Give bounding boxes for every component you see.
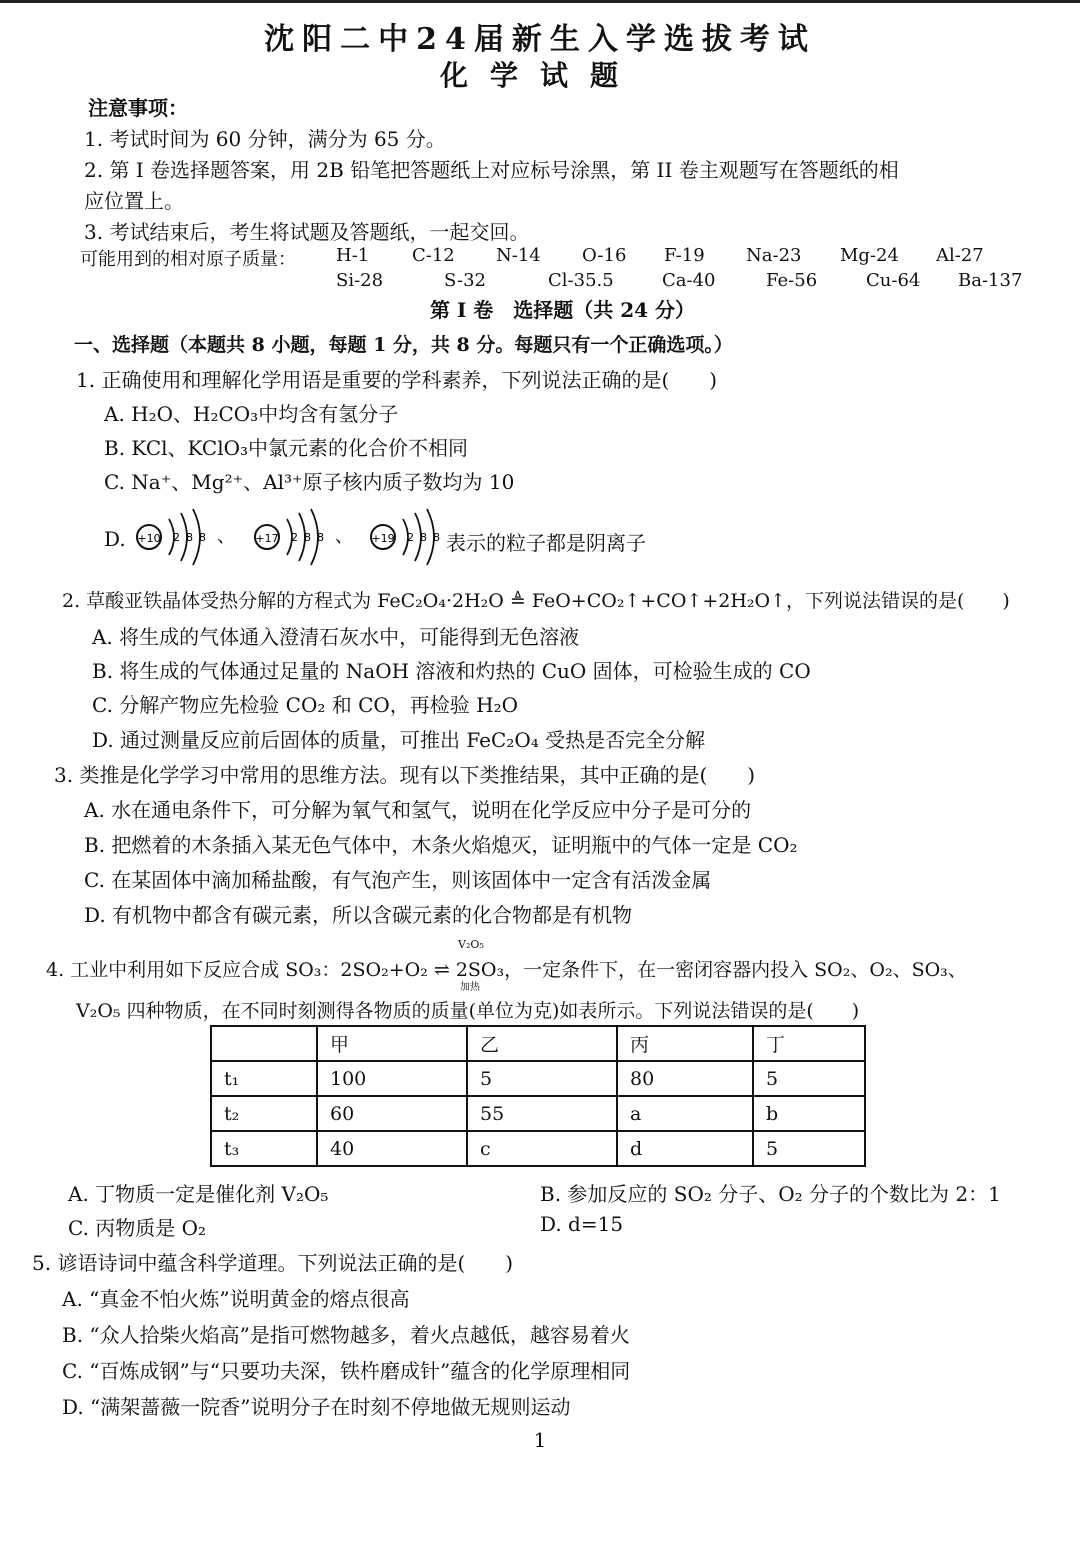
atomic-mass: Si-28 (336, 270, 384, 291)
atomic-mass: Na-23 (746, 245, 802, 266)
exam-title: 沈阳二中24届新生入学选拔考试 (264, 22, 816, 57)
q1-option-c: C. Na⁺、Mg²⁺、Al³⁺原子核内质子数均为 10 (104, 470, 515, 494)
q2-option-b: B. 将生成的气体通过足量的 NaOH 溶液和灼热的 CuO 固体，可检验生成的 CO (92, 659, 811, 683)
atomic-mass: N-14 (496, 245, 541, 266)
table-header-cell: 丙 (617, 1026, 753, 1061)
q1-option-d-prefix: D. (104, 527, 126, 551)
table-cell: 100 (317, 1061, 467, 1096)
table-cell: t₃ (211, 1131, 317, 1166)
table-cell: d (617, 1131, 753, 1166)
atomic-mass: Al-27 (936, 245, 984, 266)
atomic-mass: H-1 (336, 245, 370, 266)
q4-option-c: C. 丙物质是 O₂ (68, 1216, 207, 1240)
atomic-mass: S-32 (444, 270, 486, 291)
q5-option-c: C. “百炼成钢”与“只要功夫深，铁杵磨成针”蕴含的化学原理相同 (62, 1359, 631, 1383)
atomic-mass: Cl-35.5 (548, 270, 614, 291)
table-cell: 5 (753, 1061, 865, 1096)
notice-item-2-cont: 应位置上。 (84, 189, 184, 213)
q4-heat-label: 加热 (460, 982, 480, 993)
table-header-row (211, 1026, 865, 1061)
top-border (0, 0, 1080, 3)
notice-item-2: 2. 第 I 卷选择题答案，用 2B 铅笔把答题纸上对应标号涂黑，第 II 卷主观题写在答题纸的相 (84, 158, 899, 182)
part-title: 一、选择题（本题共 8 小题，每题 1 分，共 8 分。每题只有一个正确选项。） (74, 334, 733, 356)
q1-stem: 1. 正确使用和理解化学用语是重要的学科素养，下列说法正确的是( ) (76, 368, 718, 392)
q4-catalyst-label: V₂O₅ (458, 938, 484, 951)
table-cell: a (617, 1096, 753, 1131)
q3-option-c: C. 在某固体中滴加稀盐酸，有气泡产生，则该固体中一定含有活泼金属 (84, 868, 712, 892)
notice-item-1: 1. 考试时间为 60 分钟，满分为 65 分。 (84, 127, 446, 151)
table-cell: t₂ (211, 1096, 317, 1131)
table-header-cell: 乙 (467, 1026, 617, 1061)
exam-subtitle: 化学试题 (439, 59, 640, 92)
atom-diagram (371, 509, 440, 565)
svg-text:2: 2 (407, 531, 414, 544)
q3-option-d: D. 有机物中都含有碳元素，所以含碳元素的化合物都是有机物 (84, 903, 633, 927)
q2-option-a: A. 将生成的气体通入澄清石灰水中，可能得到无色溶液 (92, 625, 580, 649)
atomic-mass: Cu-64 (866, 270, 921, 291)
atomic-mass: O-16 (582, 245, 627, 266)
q1-option-a: A. H₂O、H₂CO₃中均含有氢分子 (104, 402, 399, 426)
atomic-mass: Mg-24 (840, 245, 899, 266)
atomic-mass: Ca-40 (662, 270, 716, 291)
table-cell: 60 (317, 1096, 467, 1131)
table-header-cell: 丁 (753, 1026, 865, 1061)
page-number: 1 (533, 1428, 547, 1452)
q5-option-b: B. “众人拾柴火焰高”是指可燃物越多，着火点越低，越容易着火 (62, 1323, 630, 1347)
table-cell: t₁ (211, 1061, 317, 1096)
q4-stem-line-1: 4. 工业中利用如下反应合成 SO₃：2SO₂+O₂ ⇌ 2SO₃，一定条件下，在一密闭容器内投入 SO₂、O₂、SO₃、 (46, 959, 967, 981)
table-header-cell (211, 1026, 317, 1061)
q4-option-d: D. d=15 (540, 1212, 624, 1236)
table-header-cell: 甲 (317, 1026, 467, 1061)
svg-text:8: 8 (199, 531, 206, 544)
table-row (211, 1061, 865, 1096)
nucleus-label: +17 (255, 532, 279, 545)
nucleus-label: +19 (371, 532, 395, 545)
q1-option-b: B. KCl、KClO₃中氯元素的化合价不相同 (104, 436, 469, 460)
svg-text:8: 8 (186, 531, 193, 544)
volume-title: 第 I 卷 选择题（共 24 分） (430, 298, 696, 322)
atomic-mass: Ba-137 (958, 270, 1023, 291)
q4-option-a: A. 丁物质一定是催化剂 V₂O₅ (68, 1182, 329, 1206)
svg-text:、: 、 (335, 526, 353, 547)
notice-heading: 注意事项： (88, 96, 188, 120)
svg-text:8: 8 (304, 531, 311, 544)
notice-item-3: 3. 考试结束后，考生将试题及答题纸，一起交回。 (84, 220, 530, 244)
table-cell: 55 (467, 1096, 617, 1131)
q2-stem: 2. 草酸亚铁晶体受热分解的方程式为 FeC₂O₄·2H₂O ≜ FeO+CO₂↑+CO↑+2H₂O↑，下列说法错误的是( ) (62, 590, 1010, 612)
svg-text:2: 2 (291, 531, 298, 544)
q4-stem-line-2: V₂O₅ 四种物质，在不同时刻测得各物质的质量(单位为克)如表所示。下列说法错误的是( ) (76, 1000, 860, 1022)
table-cell: 5 (753, 1131, 865, 1166)
table-cell: 80 (617, 1061, 753, 1096)
q2-option-d: D. 通过测量反应前后固体的质量，可推出 FeC₂O₄ 受热是否完全分解 (92, 728, 706, 752)
nucleus-label: +10 (137, 532, 161, 545)
q3-option-b: B. 把燃着的木条插入某无色气体中，木条火焰熄灭，证明瓶中的气体一定是 CO₂ (84, 833, 798, 857)
atomic-mass-label: 可能用到的相对原子质量： (80, 249, 296, 270)
table-cell: b (753, 1096, 865, 1131)
table-cell: 5 (467, 1061, 617, 1096)
q2-option-c: C. 分解产物应先检验 CO₂ 和 CO，再检验 H₂O (92, 693, 519, 717)
q1-option-d-text: 表示的粒子都是阴离子 (446, 531, 646, 555)
svg-text:、: 、 (217, 526, 235, 547)
table-cell: 40 (317, 1131, 467, 1166)
atomic-mass: Fe-56 (766, 270, 818, 291)
mass-table (210, 1025, 866, 1167)
q5-option-d: D. “满架蔷薇一院香”说明分子在时刻不停地做无规则运动 (62, 1395, 571, 1419)
svg-text:8: 8 (433, 531, 440, 544)
atomic-structure-diagrams (135, 500, 455, 570)
q4-option-b: B. 参加反应的 SO₂ 分子、O₂ 分子的个数比为 2：1 (540, 1182, 1001, 1206)
atomic-mass: F-19 (664, 245, 705, 266)
table-row (211, 1131, 865, 1166)
atomic-mass: C-12 (412, 245, 455, 266)
svg-text:2: 2 (173, 531, 180, 544)
svg-text:8: 8 (317, 531, 324, 544)
q3-option-a: A. 水在通电条件下，可分解为氧气和氢气，说明在化学反应中分子是可分的 (84, 798, 752, 822)
q5-option-a: A. “真金不怕火炼”说明黄金的熔点很高 (62, 1287, 410, 1311)
atom-diagram (137, 509, 206, 565)
q5-stem: 5. 谚语诗词中蕴含科学道理。下列说法正确的是( ) (32, 1251, 514, 1275)
atom-diagram (255, 509, 324, 565)
q3-stem: 3. 类推是化学学习中常用的思维方法。现有以下类推结果，其中正确的是( ) (54, 763, 756, 787)
svg-text:8: 8 (420, 531, 427, 544)
table-row (211, 1096, 865, 1131)
table-cell: c (467, 1131, 617, 1166)
